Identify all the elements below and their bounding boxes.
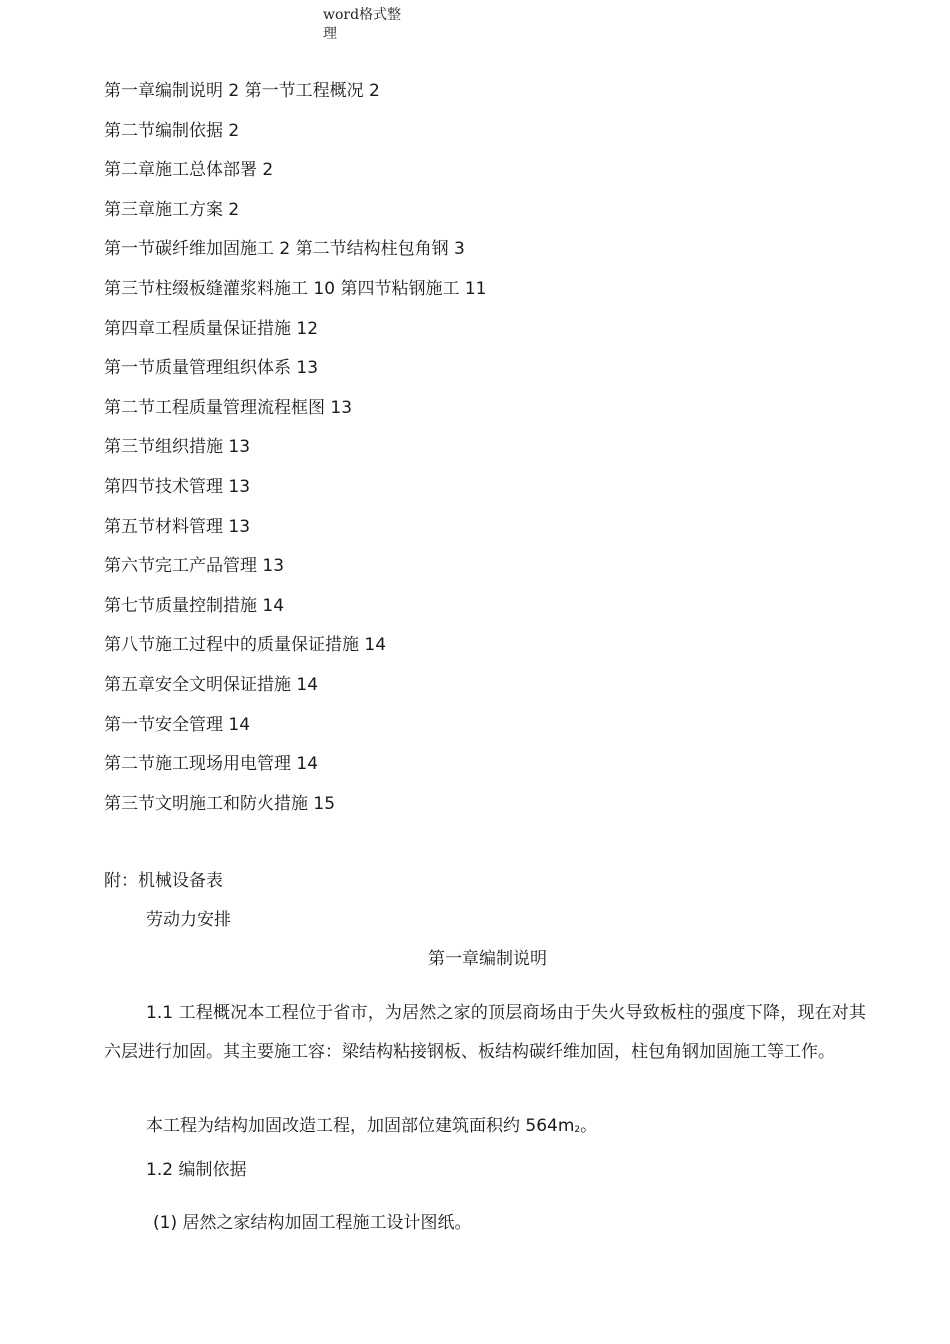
header-line-2: 理 bbox=[323, 26, 337, 42]
toc-item: 第四节技术管理 13 bbox=[104, 476, 251, 497]
appendix-heading: 附：机械设备表 bbox=[104, 871, 223, 891]
page-header bbox=[323, 6, 413, 44]
toc-item: 第八节施工过程中的质量保证措施 14 bbox=[104, 635, 387, 656]
toc-item: 第二节施工现场用电管理 14 bbox=[104, 754, 319, 775]
toc-item: 第一节碳纤维加固施工 2 第二节结构柱包角钢 3 bbox=[104, 239, 465, 260]
toc-item: 第五章安全文明保证措施 14 bbox=[104, 674, 319, 695]
area-text: 本工程为结构加固改造工程，加固部位建筑面积约 564m bbox=[146, 1116, 575, 1136]
table-of-contents bbox=[104, 78, 486, 830]
toc-item: 第二章施工总体部署 2 bbox=[104, 160, 274, 181]
appendix-item: 劳动力安排 bbox=[146, 910, 231, 930]
toc-item: 第一章编制说明 2 第一节工程概况 2 bbox=[104, 81, 380, 101]
list-item-basis-1: (1) 居然之家结构加固工程施工设计图纸。 bbox=[153, 1213, 472, 1233]
header-line-1: word格式整 bbox=[323, 7, 402, 23]
toc-item: 第二节工程质量管理流程框图 13 bbox=[104, 397, 353, 418]
toc-item: 第三节柱缀板缝灌浆料施工 10 第四节粘钢施工 11 bbox=[104, 278, 487, 299]
toc-item: 第一节质量管理组织体系 13 bbox=[104, 358, 319, 379]
toc-item: 第三节文明施工和防火措施 15 bbox=[104, 793, 336, 814]
toc-item: 第四章工程质量保证措施 12 bbox=[104, 318, 319, 339]
toc-item: 第一节安全管理 14 bbox=[104, 714, 251, 735]
section-heading-basis: 1.2 编制依据 bbox=[146, 1160, 247, 1180]
paragraph-building-area bbox=[146, 1113, 866, 1143]
paragraph-project-overview: 1.1 工程概况本工程位于省市，为居然之家的顶层商场由于失火导致板柱的强度下降，现在对其六层进行加固。其主要施工容：梁结构粘接钢板、板结构碳纤维加固，柱包角钢加固施工等工作。 bbox=[104, 1003, 866, 1062]
chapter-title: 第一章编制说明 bbox=[428, 949, 547, 969]
toc-item: 第六节完工产品管理 13 bbox=[104, 556, 285, 577]
toc-item: 第三节组织措施 13 bbox=[104, 437, 251, 458]
area-text-end: 。 bbox=[580, 1116, 598, 1136]
toc-item: 第五节材料管理 13 bbox=[104, 516, 251, 537]
toc-item: 第二节编制依据 2 bbox=[104, 120, 240, 141]
toc-item: 第三章施工方案 2 bbox=[104, 199, 240, 220]
area-unit-superscript: 2 bbox=[574, 1125, 581, 1135]
toc-item: 第七节质量控制措施 14 bbox=[104, 595, 285, 616]
